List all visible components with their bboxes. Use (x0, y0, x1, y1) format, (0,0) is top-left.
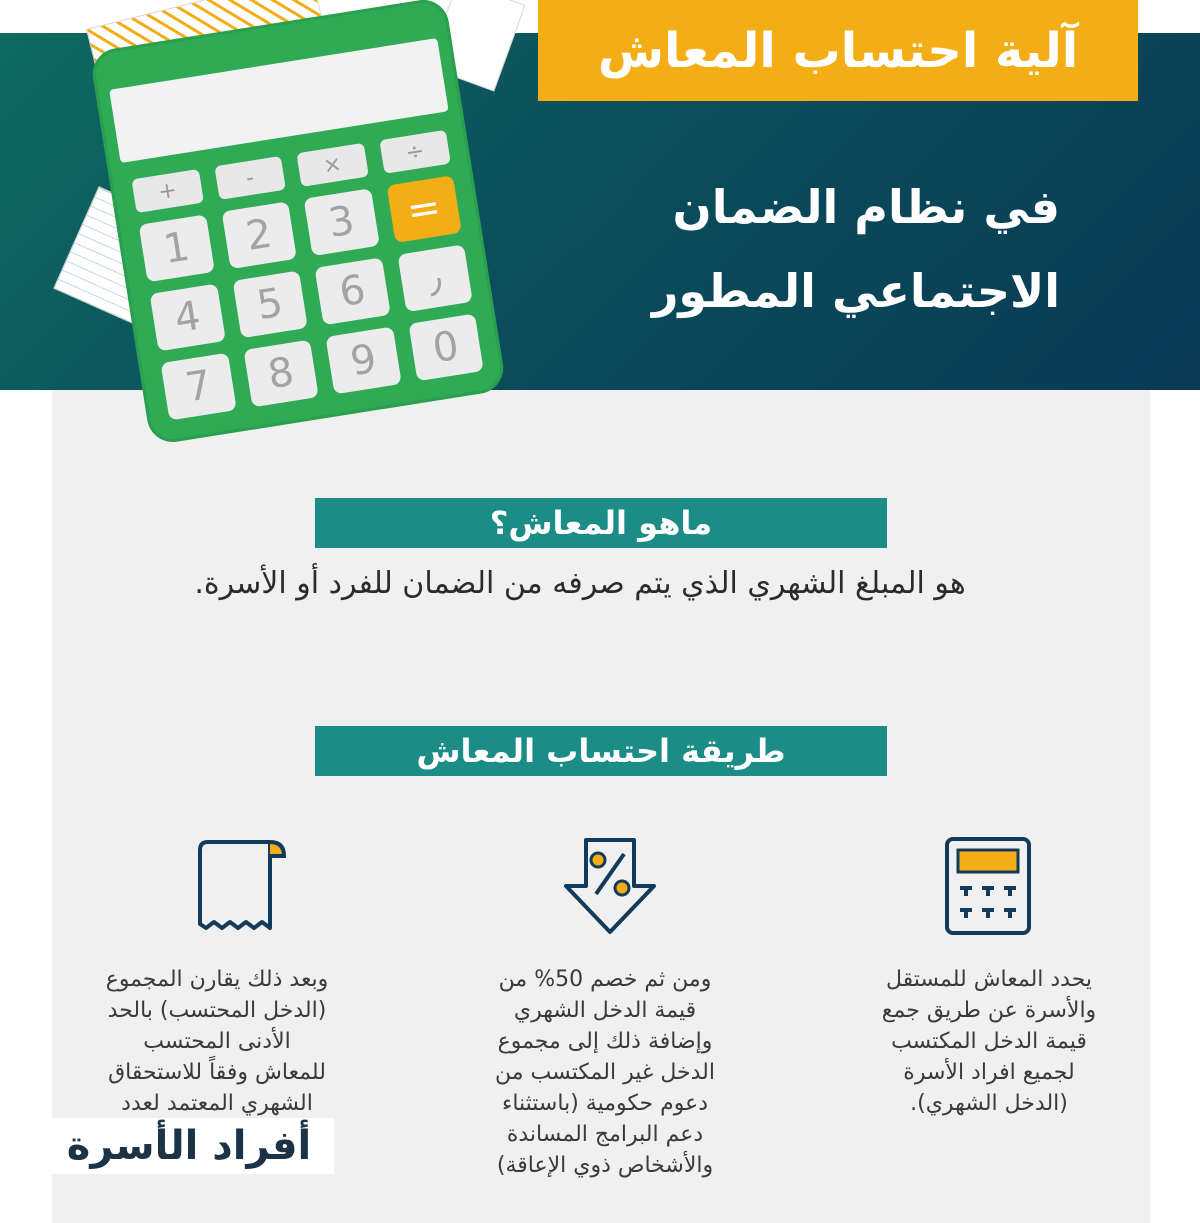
key-4: 4 (150, 284, 226, 352)
step-1-text (848, 964, 1130, 1119)
key-6: 6 (315, 257, 391, 325)
key-equals: = (386, 175, 462, 243)
step-3-line-1: وبعد ذلك يقارن المجموع (105, 967, 329, 992)
watermark-overlay: أفراد الأسرة (44, 1118, 334, 1174)
calculator-icon (944, 836, 1032, 936)
step-2-line-3: وإضافة ذلك إلى مجموع (497, 1029, 713, 1054)
section-heading-calculation-method: طريقة احتساب المعاش (315, 726, 887, 776)
section-heading-what-is-pension: ماهو المعاش؟ (315, 498, 887, 548)
step-2-line-6: دعم البرامج المساندة (506, 1122, 704, 1147)
key-5: 5 (232, 270, 308, 338)
step-1-line-1: يحدد المعاش للمستقل (885, 967, 1093, 992)
page-subtitle (540, 165, 1060, 333)
step-1-line-5: (الدخل الشهري). (910, 1091, 1068, 1116)
step-1-line-2: والأسرة عن طريق جمع (881, 998, 1097, 1023)
step-2-line-5: دعوم حكومية (باستثناء (501, 1091, 709, 1116)
key-8: 8 (243, 340, 319, 408)
step-1-line-4: لجميع افراد الأسرة (903, 1060, 1075, 1085)
key-multiply: × (296, 143, 368, 187)
key-7: 7 (161, 353, 237, 421)
calculator-keypad (131, 130, 483, 421)
subtitle-line-1: في نظام الضمان (672, 180, 1060, 234)
key-0: 0 (408, 314, 484, 382)
key-comma: ٫ (397, 244, 473, 312)
step-3-line-2: (الدخل المحتسب) بالحد (107, 998, 327, 1023)
step-3-text (66, 964, 368, 1119)
key-2: 2 (221, 201, 297, 269)
key-3: 3 (304, 188, 380, 256)
key-divide: ÷ (379, 130, 451, 174)
key-1: 1 (139, 214, 215, 282)
step-1-line-3: قيمة الدخل المكتسب (891, 1029, 1087, 1054)
percent-down-icon (562, 836, 658, 936)
step-2-line-4: الدخل غير المكتسب من (495, 1060, 715, 1085)
step-3-line-5: الشهري المعتمد لعدد (121, 1091, 313, 1116)
page-title: آلية احتساب المعاش (538, 0, 1138, 101)
step-2-line-2: قيمة الدخل الشهري (513, 998, 697, 1023)
subtitle-line-2: الاجتماعي المطور (651, 264, 1060, 318)
calculator-illustration (89, 0, 507, 446)
receipt-icon (192, 840, 288, 936)
step-3-line-3: الأدنى المحتسب (143, 1029, 291, 1054)
key-9: 9 (326, 327, 402, 395)
step-2-line-1: ومن ثم خصم 50% من (498, 967, 712, 992)
pension-definition: هو المبلغ الشهري الذي يتم صرفه من الضمان للفرد أو الأسرة. (194, 566, 966, 601)
step-2-line-7: والأشخاص ذوي الإعاقة) (496, 1153, 714, 1178)
step-2-text (460, 964, 750, 1181)
step-3-line-4: للمعاش وفقاً للاستحقاق (108, 1060, 326, 1085)
key-plus: + (131, 169, 203, 213)
key-minus: - (214, 156, 286, 200)
